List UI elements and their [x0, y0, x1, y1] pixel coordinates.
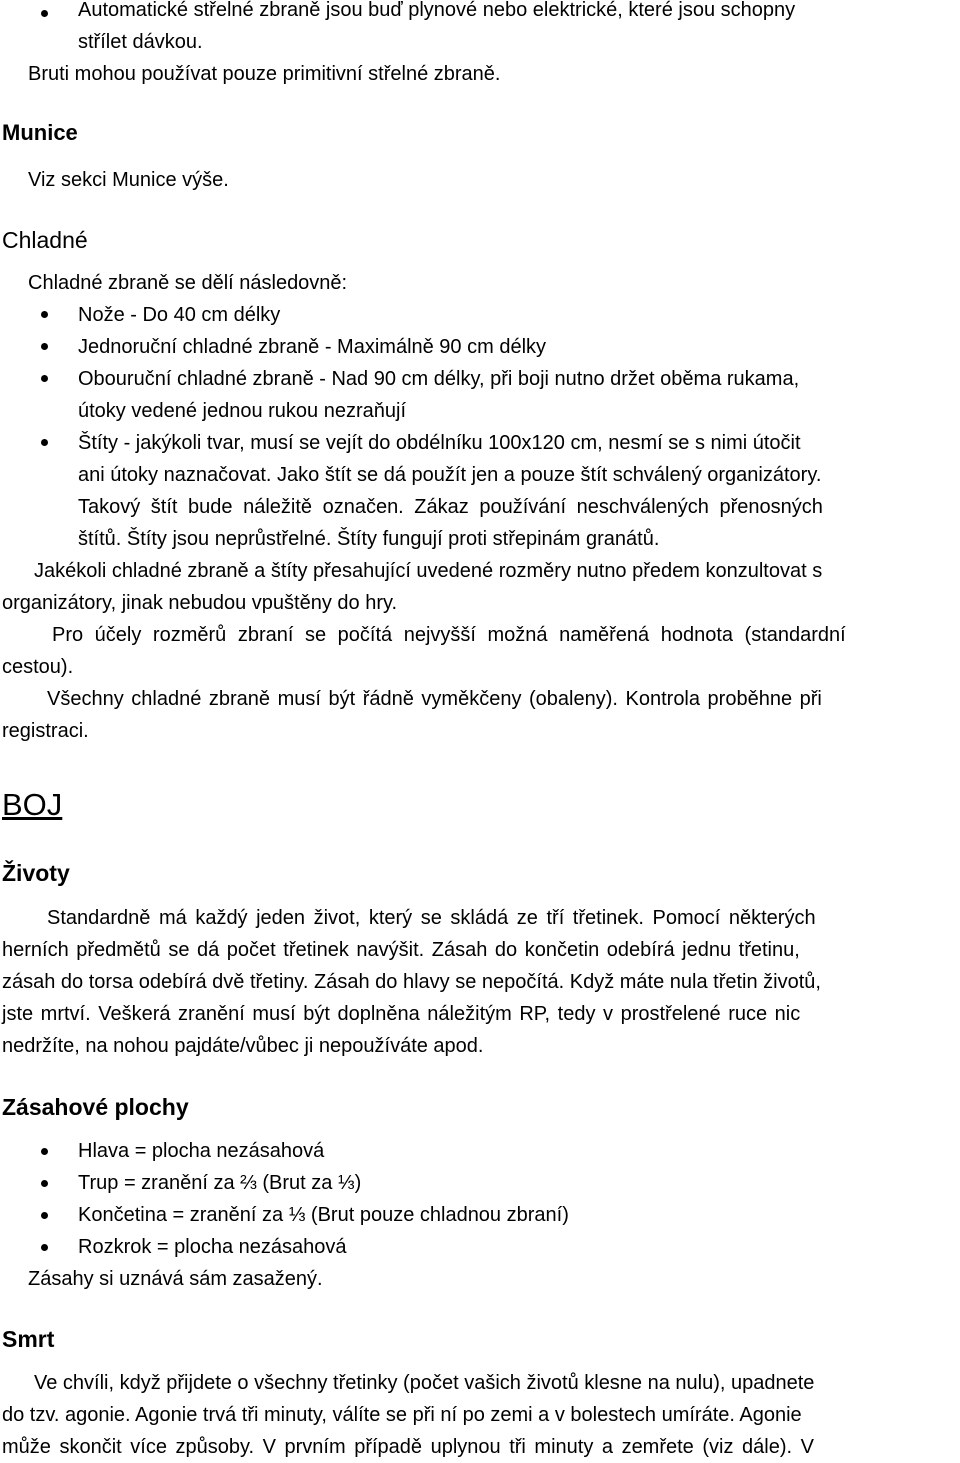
paragraph: Jakékoli chladné zbraně a štíty přesahující uvedené rozměry nutno předem konzultovat s: [34, 560, 823, 582]
list-item-text: Takový štít bude náležitě označen. Zákaz používání neschválených přenosných: [78, 496, 823, 518]
list-item-text: Štíty - jakýkoli tvar, musí se vejít do obdélníku 100x120 cm, nesmí se s nimi útočit: [78, 432, 801, 454]
paragraph: cestou).: [2, 656, 74, 678]
list-item-text: Nože - Do 40 cm délky: [78, 304, 281, 326]
list-item-text: štítů. Štíty jsou neprůstřelné. Štíty fungují proti střepinám granátů.: [78, 528, 660, 550]
list-item-text: Rozkrok = plocha nezásahová: [78, 1236, 347, 1258]
paragraph: herních předmětů se dá počet třetinek navýšit. Zásah do končetin odebírá jednu třetinu,: [2, 939, 800, 961]
heading-boj: BOJ: [2, 787, 63, 822]
list-item-text: útoky vedené jednou rukou nezraňují: [78, 400, 407, 422]
paragraph: registraci.: [2, 720, 89, 742]
paragraph: může skončit více způsoby. V prvním případě uplynou tři minuty a zemřete (viz dále). V: [2, 1436, 814, 1458]
list-item-text: Obouruční chladné zbraně - Nad 90 cm délky, při boji nutno držet oběma rukama,: [78, 368, 800, 390]
paragraph: nedržíte, na nohou pajdáte/vůbec ji nepoužíváte apod.: [2, 1035, 484, 1057]
paragraph: do tzv. agonie. Agonie trvá tři minuty, válíte se při ní po zemi a v bolestech umíráte. Agonie: [2, 1404, 802, 1426]
list-item-text: Trup = zranění za ⅔ (Brut za ⅓): [78, 1172, 362, 1194]
bullet-icon: [41, 375, 48, 382]
paragraph: Standardně má každý jeden život, který se skládá ze tří třetinek. Pomocí některých: [47, 907, 816, 929]
paragraph: Chladné zbraně se dělí následovně:: [28, 272, 348, 294]
paragraph: jste mrtví. Veškerá zranění musí být doplněna náležitým RP, tedy v prostřelené ruce nic: [2, 1003, 801, 1025]
paragraph: Zásahy si uznává sám zasažený.: [28, 1268, 323, 1290]
bullet-icon: [41, 1244, 48, 1251]
list-item-text: Automatické střelné zbraně jsou buď plynové nebo elektrické, které jsou schopny: [78, 0, 796, 21]
bullet-icon: [41, 439, 48, 446]
list-item-text: střílet dávkou.: [78, 31, 203, 53]
paragraph: Ve chvíli, když přijdete o všechny třetinky (počet vašich životů klesne na nulu), upadnete: [34, 1372, 815, 1394]
paragraph: Bruti mohou používat pouze primitivní střelné zbraně.: [28, 63, 501, 85]
bullet-icon: [41, 1148, 48, 1155]
paragraph: Pro účely rozměrů zbraní se počítá nejvyšší možná naměřená hodnota (standardní: [52, 624, 846, 646]
list-item-text: Hlava = plocha nezásahová: [78, 1140, 325, 1162]
paragraph: zásah do torsa odebírá dvě třetiny. Zásah do hlavy se nepočítá. Když máte nula třetin životů,: [2, 971, 821, 993]
bullet-icon: [41, 311, 48, 318]
bullet-icon: [41, 343, 48, 350]
paragraph: organizátory, jinak nebudou vpuštěny do hry.: [2, 592, 398, 614]
bullet-icon: [41, 10, 48, 17]
heading-smrt: Smrt: [2, 1326, 55, 1352]
paragraph: Všechny chladné zbraně musí být řádně vyměkčeny (obaleny). Kontrola proběhne při: [47, 688, 822, 710]
heading-munice: Munice: [2, 120, 78, 145]
bullet-icon: [41, 1212, 48, 1219]
bullet-icon: [41, 1180, 48, 1187]
list-item-text: Jednoruční chladné zbraně - Maximálně 90 cm délky: [78, 336, 547, 358]
list-item-text: Končetina = zranění za ⅓ (Brut pouze chladnou zbraní): [78, 1204, 569, 1226]
heading-zasahove-plochy: Zásahové plochy: [2, 1094, 189, 1120]
paragraph: Viz sekci Munice výše.: [28, 169, 229, 191]
heading-chladne: Chladné: [2, 227, 88, 253]
list-item-text: ani útoky naznačovat. Jako štít se dá použít jen a pouze štít schválený organizátory.: [78, 464, 822, 486]
heading-zivoty: Životy: [2, 860, 70, 886]
